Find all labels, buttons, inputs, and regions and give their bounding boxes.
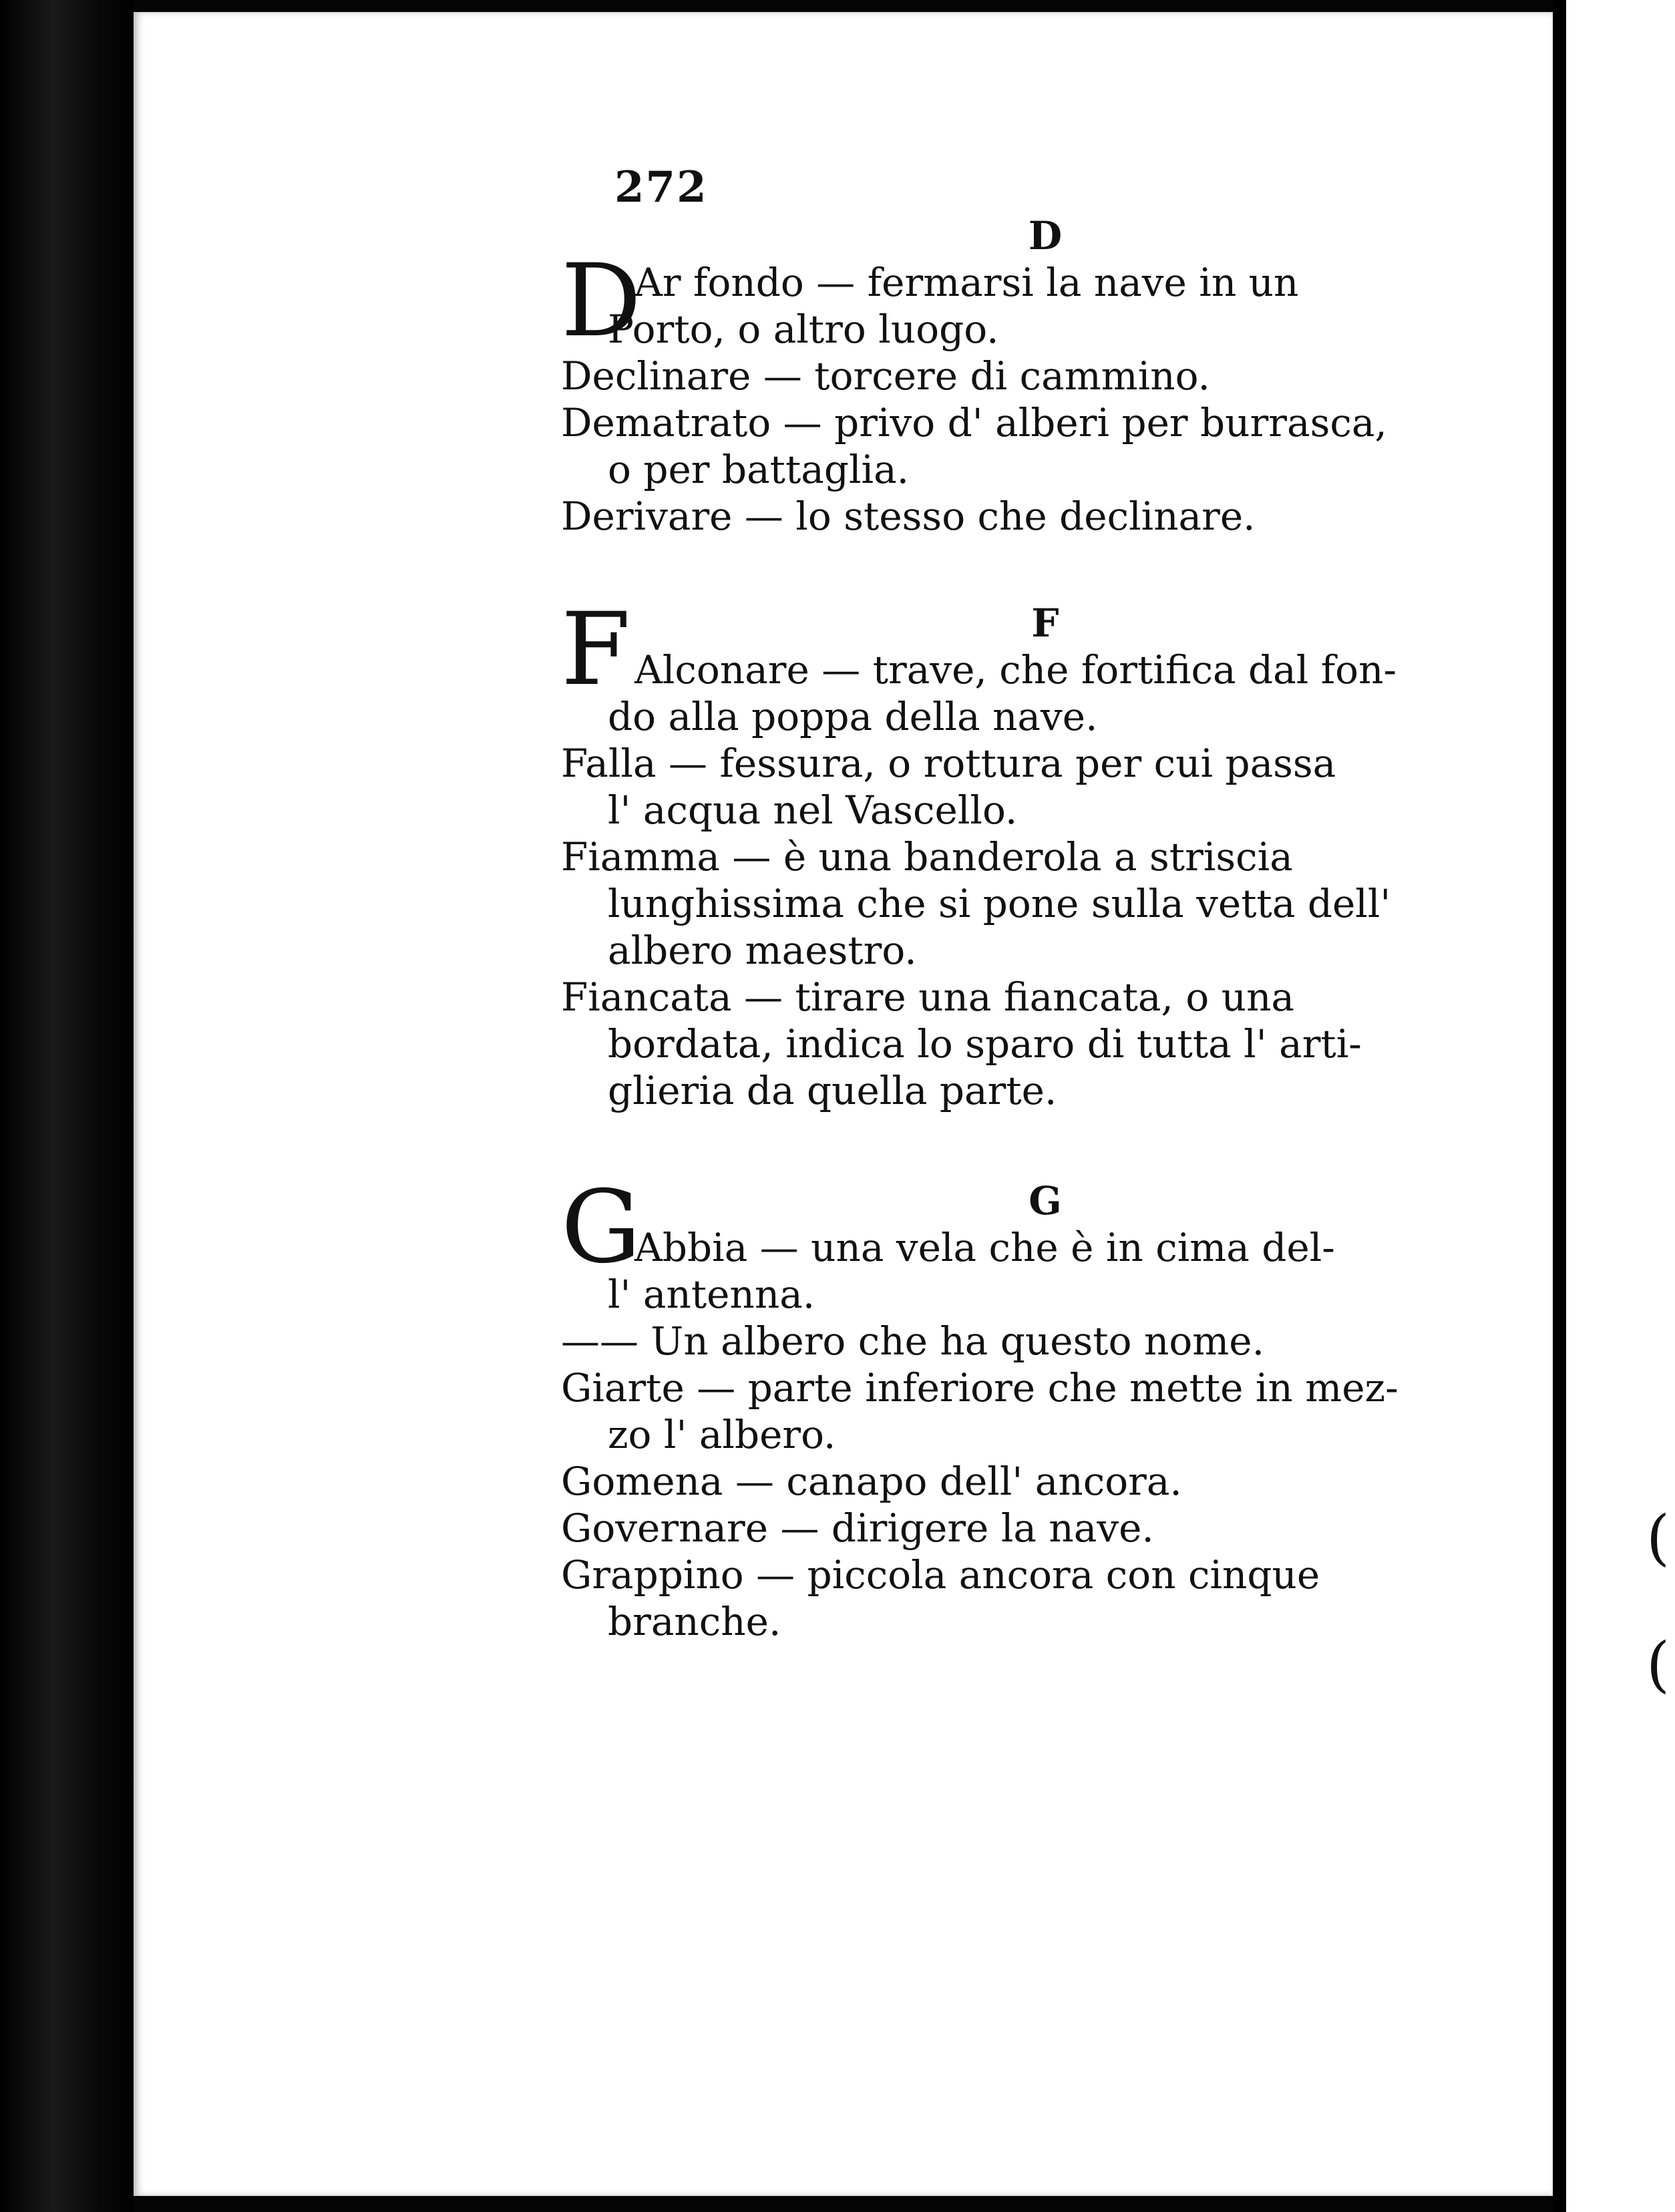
entry-line: Governare — dirigere la nave. [561,1505,1154,1551]
glossary-entry [561,1318,1556,1364]
entry-line: —— Un albero che ha questo nome. [561,1318,1265,1364]
book-page [134,12,1553,2196]
entry-line: lunghissima che si pone sulla vetta dell' [608,881,1391,926]
entry-line: Ar fondo — fermarsi la nave in un [634,260,1299,305]
glossary-entry [561,740,1556,834]
section-heading: G [1029,1178,1062,1224]
book-spine-edge [0,0,134,2212]
entry-line: Grappino — piccola ancora con cinque [561,1552,1320,1598]
entry-line: l' antenna. [608,1272,815,1317]
adjacent-page-sliver [1566,0,1675,2212]
section-f [561,592,1556,1114]
drop-cap: G [561,1169,641,1286]
glossary-entry [561,974,1556,1114]
glossary-entry [561,1458,1556,1505]
entry-line: Porto, o altro luogo. [608,307,999,352]
section-heading: D [1028,213,1063,258]
adjacent-page-glyph: ( [1646,1503,1670,1573]
glossary-entry [561,399,1556,493]
glossary-entry [561,259,1556,353]
glossary-entry [561,834,1556,974]
adjacent-page-glyph: ( [1646,1630,1670,1700]
section-g [561,1169,1556,1645]
glossary-entry [561,1551,1556,1645]
entry-line: bordata, indica lo sparo di tutta l' arti- [608,1021,1362,1067]
entry-line: Alconare — trave, che fortifica dal fon- [634,647,1397,693]
entry-line: Derivare — lo stesso che declinare. [561,494,1256,539]
glossary-entry [561,1364,1556,1458]
drop-cap: F [561,592,631,708]
glossary-entry [561,1505,1556,1551]
entry-line: l' acqua nel Vascello. [608,787,1018,833]
drop-cap: D [561,243,642,359]
entry-line: Dematrato — privo d' alberi per burrasca, [561,400,1387,445]
entry-line: Falla — fessura, o rottura per cui passa [561,741,1336,786]
entry-line: zo l' albero. [608,1412,836,1457]
entry-line: Declinare — torcere di cammino. [561,353,1210,399]
section-d [561,212,1556,540]
entry-line: o per battaglia. [608,447,910,492]
page-content [134,12,1553,2196]
glossary-entry [561,647,1556,740]
entry-line: do alla poppa della nave. [608,694,1098,739]
page-number: 272 [614,162,708,212]
glossary-entry [561,1224,1556,1318]
entry-line: Giarte — parte inferiore che mette in mez- [561,1365,1399,1411]
entry-line: Fiancata — tirare una fiancata, o una [561,974,1295,1020]
glossary-entry [561,493,1556,540]
entry-line: glieria da quella parte. [608,1068,1057,1113]
entry-line: Abbia — una vela che è in cima del- [634,1225,1335,1270]
section-heading: F [1031,600,1059,646]
entry-line: Fiamma — è una banderola a striscia [561,834,1293,880]
entry-line: branche. [608,1599,781,1644]
entry-line: albero maestro. [608,928,917,973]
entry-line: Gomena — canapo dell' ancora. [561,1459,1182,1504]
glossary-entry [561,353,1556,399]
